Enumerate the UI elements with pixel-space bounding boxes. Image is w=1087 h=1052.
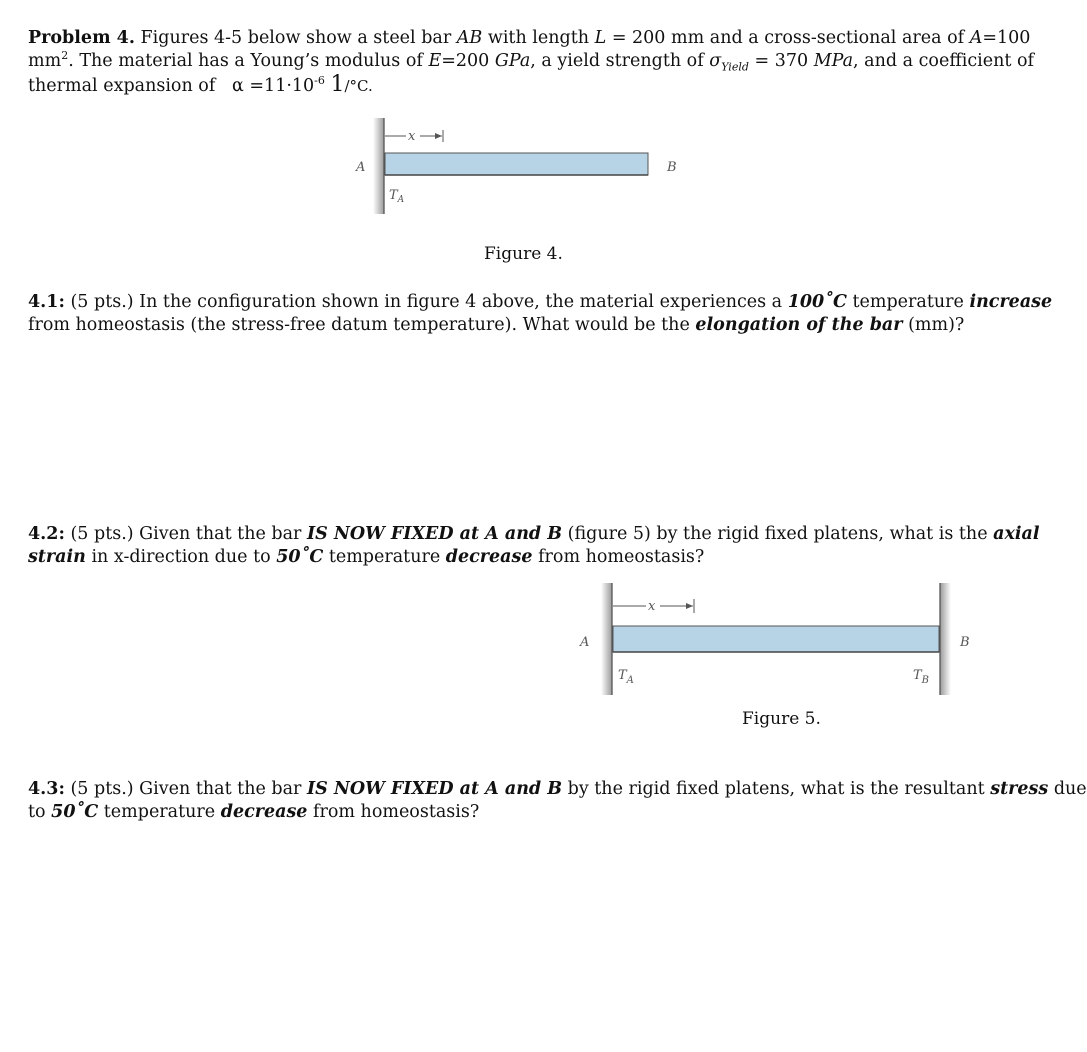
wall-b xyxy=(940,583,951,695)
figure-5-caption: Figure 5. xyxy=(742,709,821,729)
alpha-unit-numerator: 1 xyxy=(330,72,345,97)
text: from homeostasis? xyxy=(313,802,480,822)
alpha-value: α =11·10 xyxy=(232,76,315,96)
modulus-unit: GPa xyxy=(494,51,531,71)
alpha-unit-denominator: /°C. xyxy=(344,77,373,95)
label-x: x xyxy=(648,599,656,614)
wall-a xyxy=(601,583,612,695)
question-number: 4.3: xyxy=(28,779,65,799)
text: (5 pts.) Given that the bar xyxy=(70,524,302,544)
problem-line-3 xyxy=(28,73,1034,98)
text: in x-direction due to xyxy=(91,547,271,567)
question-number: 4.1: xyxy=(28,292,65,312)
label-tb: $T_B$ xyxy=(913,668,930,686)
text: Figures 4-5 below show a steel bar xyxy=(140,28,452,48)
text: thermal expansion of xyxy=(28,76,216,96)
question-number: 4.2: xyxy=(28,524,65,544)
emphasis: IS NOW FIXED at A and B xyxy=(306,524,563,544)
wall-a xyxy=(373,118,384,214)
question-4-3 xyxy=(28,778,1087,824)
text: (figure 5) by the rigid fixed platens, what is the xyxy=(567,524,988,544)
text: , a yield strength of xyxy=(530,51,704,71)
area-unit: mm xyxy=(28,51,62,71)
modulus-value: =200 xyxy=(441,51,490,71)
text: to xyxy=(28,802,46,822)
label-b: B xyxy=(667,160,677,175)
steel-bar xyxy=(385,153,648,175)
area-unit-exp: 2 xyxy=(61,49,69,63)
emphasis: strain xyxy=(28,547,86,567)
figure-5-diagram xyxy=(570,578,990,698)
text: with length xyxy=(487,28,590,48)
steel-bar xyxy=(613,626,939,652)
text: . The material has a Young’s modulus of xyxy=(68,51,423,71)
text: temperature xyxy=(852,292,964,312)
emphasis: increase xyxy=(969,292,1053,312)
label-a: A xyxy=(356,160,366,175)
figure-4-diagram xyxy=(340,110,700,220)
area-value: =100 xyxy=(982,28,1031,48)
text: due xyxy=(1053,779,1087,799)
text: (5 pts.) Given that the bar xyxy=(70,779,302,799)
question-4-2 xyxy=(28,523,1040,569)
length-symbol: L xyxy=(594,28,607,48)
text: from homeostasis (the stress-free datum temperature). What would be the xyxy=(28,315,690,335)
text: by the rigid fixed platens, what is the resultant xyxy=(567,779,985,799)
text: , and a coefficient of xyxy=(853,51,1034,71)
problem-title: Problem 4. xyxy=(28,28,135,48)
emphasis: 100˚C xyxy=(787,292,847,312)
text: from homeostasis? xyxy=(538,547,705,567)
text: (5 pts.) In the configuration shown in figure 4 above, the material experiences a xyxy=(70,292,783,312)
emphasis: axial xyxy=(993,524,1040,544)
emphasis: decrease xyxy=(220,802,308,822)
label-ta: $T_A$ xyxy=(389,188,405,205)
emphasis: elongation of the bar xyxy=(695,315,903,335)
emphasis: 50˚C xyxy=(276,547,324,567)
text: temperature xyxy=(103,802,216,822)
label-b: B xyxy=(960,635,970,650)
problem-statement xyxy=(28,27,1034,98)
yield-value: = 370 xyxy=(754,51,809,71)
sigma-subscript: Yield xyxy=(721,60,749,74)
area-symbol: A xyxy=(969,28,983,48)
sigma-symbol: σ xyxy=(709,51,722,71)
label-a: A xyxy=(580,635,590,650)
bar-name: AB xyxy=(456,28,483,48)
yield-unit: MPa xyxy=(813,51,854,71)
alpha-exponent: -6 xyxy=(314,74,325,88)
label-ta: $T_A$ xyxy=(618,668,634,686)
figure-4-caption: Figure 4. xyxy=(484,244,563,264)
problem-line-2 xyxy=(28,50,1034,73)
text: temperature xyxy=(328,547,441,567)
emphasis: IS NOW FIXED at A and B xyxy=(306,779,563,799)
length-value: = 200 mm and a cross-sectional area of xyxy=(611,28,965,48)
question-4-1 xyxy=(28,291,1052,337)
emphasis: decrease xyxy=(445,547,533,567)
problem-line-1 xyxy=(28,27,1034,50)
modulus-symbol: E xyxy=(428,51,442,71)
label-x: x xyxy=(408,129,416,144)
text: (mm)? xyxy=(908,315,965,335)
emphasis: 50˚C xyxy=(51,802,99,822)
emphasis: stress xyxy=(990,779,1049,799)
